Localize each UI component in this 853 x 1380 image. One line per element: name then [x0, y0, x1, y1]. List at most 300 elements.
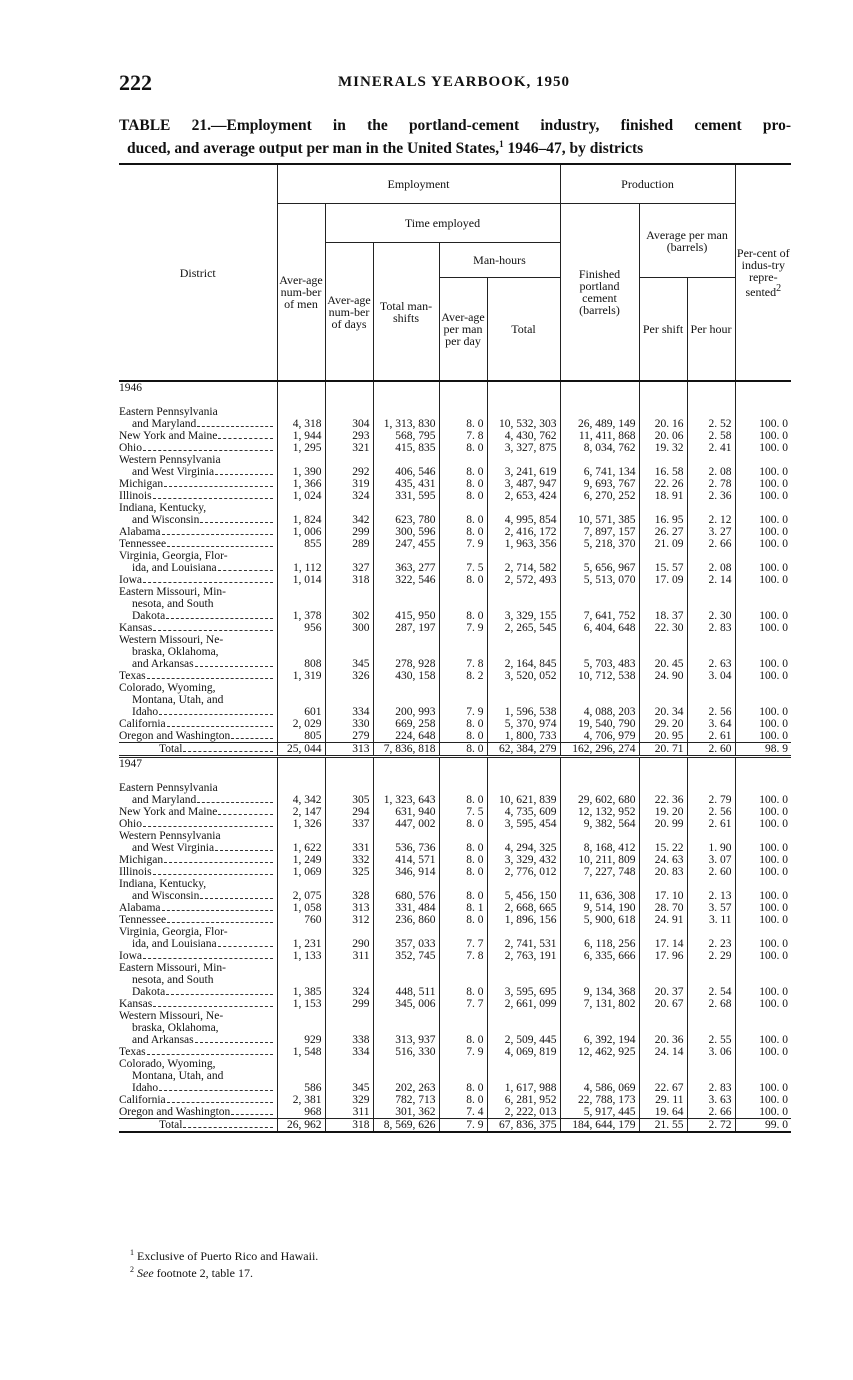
total-cell: 99. 0	[735, 1119, 791, 1133]
table-cell: 4, 294, 325	[487, 842, 560, 854]
table-cell: 312	[325, 914, 373, 926]
table-cell: 100. 0	[735, 998, 791, 1010]
district-name-continued-row	[119, 454, 791, 466]
district-name: California	[119, 1094, 166, 1106]
table-row	[119, 950, 791, 962]
leader-dots	[231, 738, 272, 739]
table-header	[119, 164, 791, 381]
district-name: Dakota	[132, 610, 166, 622]
table-cell: 4, 995, 854	[487, 514, 560, 526]
table-cell: 28. 70	[639, 902, 687, 914]
table-cell: 20. 99	[639, 818, 687, 830]
table-row	[119, 574, 791, 586]
district-name: and Maryland	[132, 418, 197, 430]
table-cell: 8. 0	[439, 794, 487, 806]
table-cell: 2, 416, 172	[487, 526, 560, 538]
table-cell: 1, 963, 356	[487, 538, 560, 550]
table-cell: 305	[325, 794, 373, 806]
district-name-continued-row	[119, 694, 791, 706]
table-cell: 1, 133	[277, 950, 325, 962]
table-cell: 2. 83	[687, 622, 735, 634]
district-name-continued-row	[119, 830, 791, 842]
table-cell: 345, 006	[373, 998, 439, 1010]
district-name: Texas	[119, 670, 146, 682]
table-cell: 4, 430, 762	[487, 430, 560, 442]
table-cell: 15. 22	[639, 842, 687, 854]
table-row	[119, 610, 791, 622]
table-row	[119, 670, 791, 682]
district-name-continued-row	[119, 974, 791, 986]
leader-dots	[218, 946, 273, 947]
table-cell: 337	[325, 818, 373, 830]
table-row	[119, 866, 791, 878]
col-percent-industry: Per-cent of indus-try repre-sented$^2$	[735, 164, 791, 381]
table-cell: 345	[325, 1082, 373, 1094]
table-cell: 20. 34	[639, 706, 687, 718]
table-cell: 332	[325, 854, 373, 866]
table-cell: 20. 45	[639, 658, 687, 670]
table-cell: 11, 411, 868	[560, 430, 639, 442]
leader-dots	[215, 850, 272, 851]
table-cell: 3. 27	[687, 526, 735, 538]
table-cell: 2. 36	[687, 490, 735, 502]
table-cell: 415, 950	[373, 610, 439, 622]
table-row	[119, 730, 791, 743]
district-name: Iowa	[119, 950, 142, 962]
table-cell: 3, 595, 454	[487, 818, 560, 830]
table-row	[119, 622, 791, 634]
table-cell: 24. 90	[639, 670, 687, 682]
leader-dots	[147, 678, 273, 679]
table-cell: 17. 09	[639, 574, 687, 586]
table-cell: 1, 006	[277, 526, 325, 538]
table-cell: 1, 896, 156	[487, 914, 560, 926]
table-cell: 20. 37	[639, 986, 687, 998]
district-name: ida, and Louisiana	[132, 938, 217, 950]
table-cell: 16. 95	[639, 514, 687, 526]
table-cell: 8. 1	[439, 902, 487, 914]
col-avg-per-man: Average per man (barrels)	[639, 204, 735, 278]
table-cell: 100. 0	[735, 1034, 791, 1046]
table-cell: 327	[325, 562, 373, 574]
table-cell: 292	[325, 466, 373, 478]
table-cell: 290	[325, 938, 373, 950]
district-name: ida, and Louisiana	[132, 562, 217, 574]
table-cell: 760	[277, 914, 325, 926]
table-cell: 311	[325, 1106, 373, 1119]
spacer-row	[119, 394, 791, 406]
table-cell: 10, 571, 385	[560, 514, 639, 526]
district-name-part: Colorado, Wyoming,	[119, 682, 216, 694]
table-cell: 1, 153	[277, 998, 325, 1010]
district-name-continued-row	[119, 782, 791, 794]
leader-dots	[197, 802, 272, 803]
table-cell: 10, 532, 303	[487, 418, 560, 430]
district-name: and Arkansas	[132, 658, 194, 670]
district-name: and West Virginia	[132, 466, 215, 478]
table-cell: 805	[277, 730, 325, 743]
table-cell: 12, 132, 952	[560, 806, 639, 818]
table-cell: 345	[325, 658, 373, 670]
table-row	[119, 854, 791, 866]
table-cell: 601	[277, 706, 325, 718]
total-cell: 98. 9	[735, 743, 791, 757]
district-name-continued-row	[119, 646, 791, 658]
table-cell: 4, 069, 819	[487, 1046, 560, 1058]
table-cell: 8. 0	[439, 866, 487, 878]
table-row	[119, 914, 791, 926]
table-cell: 8. 0	[439, 478, 487, 490]
table-cell: 7. 8	[439, 950, 487, 962]
table-cell: 352, 745	[373, 950, 439, 962]
table-row	[119, 442, 791, 454]
leader-dots	[218, 438, 272, 439]
total-cell: 26, 962	[277, 1119, 325, 1133]
table-cell: 20. 36	[639, 1034, 687, 1046]
table-cell: 2, 509, 445	[487, 1034, 560, 1046]
table-cell: 8. 0	[439, 418, 487, 430]
table-cell: 2, 075	[277, 890, 325, 902]
district-name: Michigan	[119, 854, 164, 866]
table-row	[119, 938, 791, 950]
table-cell: 8. 0	[439, 818, 487, 830]
table-body	[119, 381, 791, 1132]
table-cell: 100. 0	[735, 938, 791, 950]
district-name-part: Western Missouri, Ne-	[119, 1010, 224, 1022]
table-cell: 2. 79	[687, 794, 735, 806]
table-cell: 15. 57	[639, 562, 687, 574]
table-cell: 294	[325, 806, 373, 818]
footnotes	[130, 1246, 318, 1280]
table-cell: 6, 270, 252	[560, 490, 639, 502]
table-cell: 17. 10	[639, 890, 687, 902]
district-name-continued-row	[119, 682, 791, 694]
table-cell: 8, 034, 762	[560, 442, 639, 454]
district-name: Kansas	[119, 622, 153, 634]
table-cell: 20. 16	[639, 418, 687, 430]
total-row	[119, 743, 791, 757]
table-row	[119, 706, 791, 718]
table-cell: 8. 0	[439, 986, 487, 998]
table-cell: 321	[325, 442, 373, 454]
table-row	[119, 538, 791, 550]
table-cell: 2, 653, 424	[487, 490, 560, 502]
district-name: Illinois	[119, 490, 152, 502]
leader-dots	[153, 1006, 272, 1007]
total-cell: 7, 836, 818	[373, 743, 439, 757]
district-name-part: Eastern Missouri, Min-	[119, 586, 227, 598]
table-row	[119, 562, 791, 574]
district-name: Oregon and Washington	[119, 730, 231, 742]
leader-dots	[166, 618, 272, 619]
table-cell: 1, 366	[277, 478, 325, 490]
table-cell: 631, 940	[373, 806, 439, 818]
footnote-2: $^2$ See footnote 2, table 17.	[130, 1265, 253, 1280]
table-cell: 2, 222, 013	[487, 1106, 560, 1119]
table-cell: 289	[325, 538, 373, 550]
table-cell: 7. 8	[439, 658, 487, 670]
table-cell: 8, 168, 412	[560, 842, 639, 854]
leader-dots	[215, 474, 272, 475]
table-row	[119, 490, 791, 502]
district-name: Ohio	[119, 818, 142, 830]
table-row	[119, 514, 791, 526]
table-cell: 3. 07	[687, 854, 735, 866]
table-title	[119, 117, 791, 158]
total-cell: 8. 0	[439, 743, 487, 757]
table-cell: 313	[325, 902, 373, 914]
total-cell: 318	[325, 1119, 373, 1133]
table-cell: 2. 63	[687, 658, 735, 670]
leader-dots	[197, 426, 272, 427]
table-cell: 1, 326	[277, 818, 325, 830]
table-row	[119, 902, 791, 914]
district-name-continued-row	[119, 1022, 791, 1034]
table-cell: 224, 648	[373, 730, 439, 743]
table-cell: 22, 788, 173	[560, 1094, 639, 1106]
table-row	[119, 1094, 791, 1106]
table-cell: 7. 7	[439, 938, 487, 950]
table-cell: 3. 64	[687, 718, 735, 730]
district-name: New York and Maine	[119, 806, 218, 818]
leader-dots	[143, 450, 273, 451]
table-cell: 1, 319	[277, 670, 325, 682]
table-cell: 1, 548	[277, 1046, 325, 1058]
district-name-continued-row	[119, 926, 791, 938]
district-name: Alabama	[119, 902, 161, 914]
table-cell: 342	[325, 514, 373, 526]
table-cell: 100. 0	[735, 806, 791, 818]
district-name-part: Eastern Pennsylvania	[119, 782, 218, 794]
table-cell: 782, 713	[373, 1094, 439, 1106]
table-cell: 6, 392, 194	[560, 1034, 639, 1046]
table-cell: 100. 0	[735, 1094, 791, 1106]
table-cell: 1, 824	[277, 514, 325, 526]
leader-dots	[167, 922, 272, 923]
total-cell: 7. 9	[439, 1119, 487, 1133]
table-cell: 313, 937	[373, 1034, 439, 1046]
district-name-continued-row	[119, 878, 791, 890]
table-cell: 2, 147	[277, 806, 325, 818]
year-label: 1947	[119, 758, 142, 770]
leader-dots	[195, 1042, 273, 1043]
table-cell: 2. 08	[687, 466, 735, 478]
district-name-part: nesota, and South	[132, 974, 214, 986]
table-row	[119, 806, 791, 818]
table-cell: 20. 67	[639, 998, 687, 1010]
table-cell: 1, 069	[277, 866, 325, 878]
table-cell: 100. 0	[735, 466, 791, 478]
table-cell: 10, 712, 538	[560, 670, 639, 682]
leader-dots	[218, 814, 272, 815]
table-cell: 100. 0	[735, 478, 791, 490]
spacer-row	[119, 770, 791, 782]
table-cell: 8. 0	[439, 718, 487, 730]
district-name: Kansas	[119, 998, 153, 1010]
col-avg-per-man-per-day: Aver-age per man per day	[439, 278, 487, 382]
table-cell: 9, 134, 368	[560, 986, 639, 998]
table-cell: 100. 0	[735, 706, 791, 718]
table-cell: 3, 595, 695	[487, 986, 560, 998]
table-cell: 100. 0	[735, 538, 791, 550]
district-name: Ohio	[119, 442, 142, 454]
table-cell: 8. 0	[439, 466, 487, 478]
table-cell: 26. 27	[639, 526, 687, 538]
table-cell: 278, 928	[373, 658, 439, 670]
leader-dots	[200, 522, 272, 523]
col-production: Production	[560, 164, 735, 204]
total-label: Total	[159, 1119, 183, 1131]
table-cell: 29, 602, 680	[560, 794, 639, 806]
table-cell: 2, 029	[277, 718, 325, 730]
table-cell: 435, 431	[373, 478, 439, 490]
table-cell: 100. 0	[735, 902, 791, 914]
leader-dots	[162, 910, 273, 911]
year-label: 1946	[119, 382, 142, 394]
district-name: Tennessee	[119, 538, 167, 550]
table-cell: 3. 11	[687, 914, 735, 926]
table-cell: 100. 0	[735, 1106, 791, 1119]
total-cell: 62, 384, 279	[487, 743, 560, 757]
table-cell: 22. 30	[639, 622, 687, 634]
table-cell: 8. 0	[439, 442, 487, 454]
table-cell: 200, 993	[373, 706, 439, 718]
table-cell: 100. 0	[735, 854, 791, 866]
table-cell: 8. 0	[439, 610, 487, 622]
table-cell: 7. 9	[439, 538, 487, 550]
table-cell: 516, 330	[373, 1046, 439, 1058]
table-cell: 299	[325, 526, 373, 538]
table-cell: 415, 835	[373, 442, 439, 454]
table-row	[119, 890, 791, 902]
district-name: Dakota	[132, 986, 166, 998]
table-cell: 3, 329, 432	[487, 854, 560, 866]
table-row	[119, 718, 791, 730]
table-cell: 19. 20	[639, 806, 687, 818]
table-cell: 2, 265, 545	[487, 622, 560, 634]
table-cell: 331, 484	[373, 902, 439, 914]
table-cell: 100. 0	[735, 718, 791, 730]
district-name: New York and Maine	[119, 430, 218, 442]
table-title-line-1: TABLE 21.—Employment in the portland-cement industry, finished cement pro-	[119, 117, 791, 134]
table-cell: 2, 572, 493	[487, 574, 560, 586]
district-name-part: Montana, Utah, and	[132, 694, 224, 706]
table-cell: 1, 617, 988	[487, 1082, 560, 1094]
district-name-continued-row	[119, 550, 791, 562]
table-cell: 968	[277, 1106, 325, 1119]
table-cell: 5, 513, 070	[560, 574, 639, 586]
table-cell: 680, 576	[373, 890, 439, 902]
table-cell: 1, 385	[277, 986, 325, 998]
table-cell: 100. 0	[735, 658, 791, 670]
table-cell: 331, 595	[373, 490, 439, 502]
table-cell: 8. 0	[439, 890, 487, 902]
table-cell: 414, 571	[373, 854, 439, 866]
table-cell: 1, 058	[277, 902, 325, 914]
table-cell: 7. 8	[439, 430, 487, 442]
table-cell: 2, 741, 531	[487, 938, 560, 950]
table-row	[119, 658, 791, 670]
district-name: and West Virginia	[132, 842, 215, 854]
table-cell: 5, 917, 445	[560, 1106, 639, 1119]
district-name: Idaho	[132, 1082, 159, 1094]
table-cell: 11, 636, 308	[560, 890, 639, 902]
table-cell: 100. 0	[735, 562, 791, 574]
table-cell: 3, 487, 947	[487, 478, 560, 490]
leader-dots	[143, 582, 273, 583]
district-name: and Arkansas	[132, 1034, 194, 1046]
table-cell: 328	[325, 890, 373, 902]
footnote-1: $^1$ Exclusive of Puerto Rico and Hawaii.	[130, 1248, 319, 1263]
total-cell: 2. 72	[687, 1119, 735, 1133]
table-cell: 4, 735, 609	[487, 806, 560, 818]
table-cell: 8. 0	[439, 514, 487, 526]
table-cell: 586	[277, 1082, 325, 1094]
table-cell: 100. 0	[735, 842, 791, 854]
leader-dots	[159, 714, 272, 715]
district-name-part: Montana, Utah, and	[132, 1070, 224, 1082]
district-name-part: Western Missouri, Ne-	[119, 634, 224, 646]
table-cell: 304	[325, 418, 373, 430]
district-name: and Wisconsin	[132, 514, 200, 526]
table-row	[119, 1034, 791, 1046]
footnote-ref-1: 1	[499, 139, 504, 149]
table-cell: 363, 277	[373, 562, 439, 574]
district-name-continued-row	[119, 634, 791, 646]
table-cell: 1, 024	[277, 490, 325, 502]
table-cell: 2. 56	[687, 706, 735, 718]
table-cell: 100. 0	[735, 670, 791, 682]
col-time-employed: Time employed	[325, 204, 560, 243]
col-per-hour: Per hour	[687, 278, 735, 382]
table-cell: 6, 741, 134	[560, 466, 639, 478]
table-cell: 22. 36	[639, 794, 687, 806]
table-row	[119, 1106, 791, 1119]
table-cell: 5, 218, 370	[560, 538, 639, 550]
table-cell: 318	[325, 574, 373, 586]
table-cell: 12, 462, 925	[560, 1046, 639, 1058]
table-cell: 4, 088, 203	[560, 706, 639, 718]
table-cell: 2. 66	[687, 538, 735, 550]
district-name-part: Eastern Pennsylvania	[119, 406, 218, 418]
table-cell: 18. 37	[639, 610, 687, 622]
district-name-part: Colorado, Wyoming,	[119, 1058, 216, 1070]
table-cell: 8. 0	[439, 1082, 487, 1094]
table-cell: 7. 4	[439, 1106, 487, 1119]
table-cell: 247, 455	[373, 538, 439, 550]
year-heading-row	[119, 381, 791, 394]
col-man-hours-total: Total	[487, 278, 560, 382]
table-cell: 293	[325, 430, 373, 442]
table-cell: 448, 511	[373, 986, 439, 998]
table-cell: 16. 58	[639, 466, 687, 478]
col-avg-days: Aver-age num-ber of days	[325, 243, 373, 382]
table-row	[119, 1082, 791, 1094]
table-cell: 325	[325, 866, 373, 878]
table-cell: 8. 0	[439, 490, 487, 502]
table-cell: 338	[325, 1034, 373, 1046]
table-cell: 406, 546	[373, 466, 439, 478]
table-cell: 956	[277, 622, 325, 634]
table-cell: 1, 231	[277, 938, 325, 950]
table-cell: 331	[325, 842, 373, 854]
table-row	[119, 794, 791, 806]
table-cell: 1, 390	[277, 466, 325, 478]
table-cell: 3. 06	[687, 1046, 735, 1058]
table-cell: 20. 95	[639, 730, 687, 743]
table-cell: 1, 295	[277, 442, 325, 454]
table-cell: 2. 61	[687, 730, 735, 743]
